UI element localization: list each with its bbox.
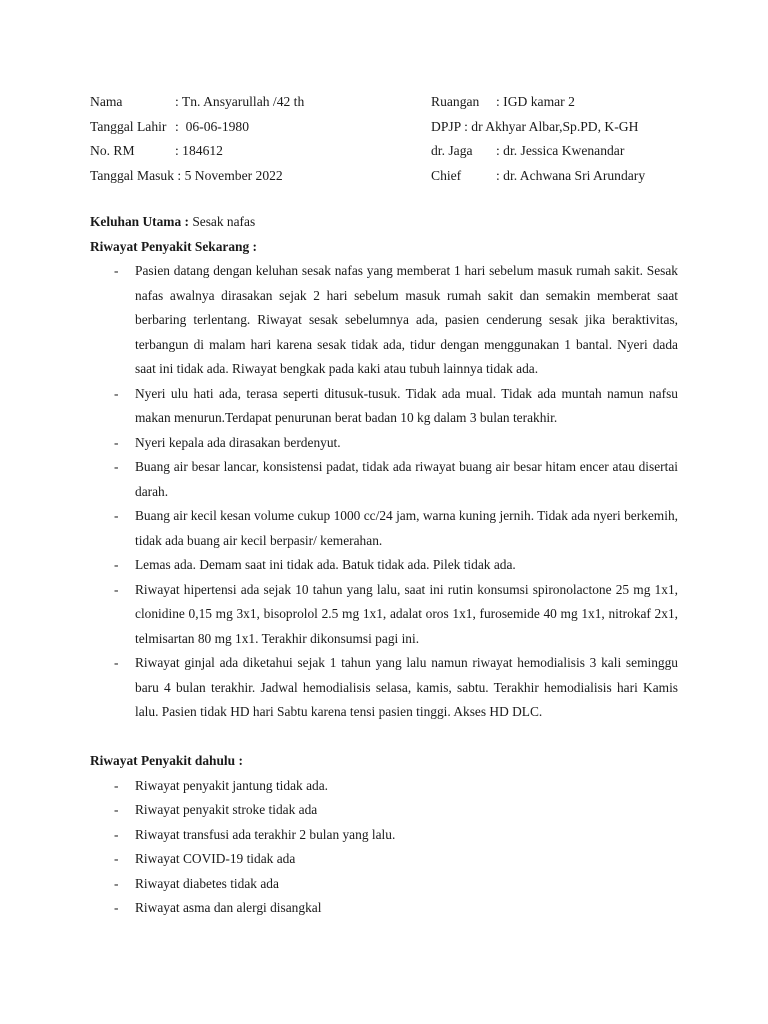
chief-row [431, 164, 751, 189]
rps-item: - Lemas ada. Demam saat ini tidak ada. Batuk tidak ada. Pilek tidak ada. [90, 553, 678, 578]
dr-jaga-row [431, 139, 751, 164]
chief-value: : dr. Achwana Sri Arundary [496, 167, 646, 183]
tanggal-masuk-value: Tanggal Masuk : 5 November 2022 [90, 167, 283, 183]
section-spacer [90, 725, 678, 750]
patient-info-right [431, 90, 751, 188]
rps-item: - Buang air kecil kesan volume cukup 1000 cc/24 jam, warna kuning jernih. Tidak ada nyeri berkemih, tidak ada buang air kecil berpasir/ kemerahan. [90, 504, 678, 553]
nama-label: Nama [90, 94, 123, 109]
patient-info-left [90, 90, 410, 188]
ruangan-label: Ruangan [431, 94, 480, 109]
rps-list [90, 259, 678, 725]
no-rm-value: : 184612 [175, 143, 223, 158]
rpd-item: - Riwayat penyakit jantung tidak ada. [90, 774, 678, 799]
keluhan-utama-value: Sesak nafas [192, 214, 256, 229]
rpd-list [90, 774, 678, 921]
nama-row [90, 90, 410, 115]
rpd-heading: Riwayat Penyakit dahulu : [90, 753, 243, 768]
rps-item: - Riwayat hipertensi ada sejak 10 tahun yang lalu, saat ini rutin konsumsi spironolactone 25 mg 1x1, clonidine 0,15 mg 3x1, bisoprolol 2.5 mg 1x1, adalat oros 1x1, furosemide 40 mg 1x1, nitrokaf 2x1, telmisartan 80 mg 1x1. Terakhir dikonsumsi pagi ini. [90, 578, 678, 652]
ruangan-value: : IGD kamar 2 [496, 94, 575, 109]
ruangan-row [431, 90, 751, 115]
tanggal-lahir-row [90, 115, 410, 140]
dpjp-row [431, 115, 751, 140]
keluhan-utama [90, 210, 678, 235]
rpd-item: - Riwayat transfusi ada terakhir 2 bulan yang lalu. [90, 823, 678, 848]
rps-item: - Pasien datang dengan keluhan sesak nafas yang memberat 1 hari sebelum masuk rumah sakit. Sesak nafas awalnya dirasakan sejak 2 hari sebelum masuk rumah sakit dan semakin memberat saat berbaring terlentang. Riwayat sesak sebelumnya ada, pasien cenderung sesak jika beraktivitas, terbangun di malam hari karena sesak tidak ada, tidur dengan menggunakan 1 bantal. Nyeri dada saat ini tidak ada. Riwayat bengkak pada kaki atau tubuh lainnya tidak ada. [90, 259, 678, 382]
rpd-item: - Riwayat COVID-19 tidak ada [90, 847, 678, 872]
tanggal-lahir-value: : 06-06-1980 [175, 118, 250, 134]
rpd-item: - Riwayat penyakit stroke tidak ada [90, 798, 678, 823]
rps-item: - Nyeri ulu hati ada, terasa seperti ditusuk-tusuk. Tidak ada mual. Tidak ada muntah namun nafsu makan menurun.Terdapat penurunan berat badan 10 kg dalam 3 bulan terakhir. [90, 382, 678, 431]
rpd-item: - Riwayat asma dan alergi disangkal [90, 896, 678, 921]
dr-jaga-label: dr. Jaga [431, 143, 473, 158]
chief-label: Chief [431, 167, 462, 183]
no-rm-row [90, 139, 410, 164]
rpd-item: - Riwayat diabetes tidak ada [90, 872, 678, 897]
rps-item: - Riwayat ginjal ada diketahui sejak 1 tahun yang lalu namun riwayat hemodialisis 3 kali seminggu baru 4 bulan terakhir. Jadwal hemodialisis selasa, kamis, sabtu. Terakhir hemodialisis hari Kamis lalu. Pasien tidak HD hari Sabtu karena tensi pasien tinggi. Akses HD DLC. [90, 651, 678, 725]
rps-heading: Riwayat Penyakit Sekarang : [90, 238, 258, 254]
tanggal-lahir-label: Tanggal Lahir [90, 118, 167, 134]
dr-jaga-value: : dr. Jessica Kwenandar [496, 143, 625, 158]
rps-item: - Buang air besar lancar, konsistensi padat, tidak ada riwayat buang air besar hitam encer atau disertai darah. [90, 455, 678, 504]
keluhan-utama-label: Keluhan Utama : [90, 214, 189, 229]
nama-value: : Tn. Ansyarullah /42 th [175, 94, 305, 109]
no-rm-label: No. RM [90, 143, 135, 158]
tanggal-masuk-row [90, 164, 410, 189]
dpjp-value: DPJP : dr Akhyar Albar,Sp.PD, K-GH [431, 118, 639, 134]
clinical-notes [90, 210, 678, 921]
rps-item: - Nyeri kepala ada dirasakan berdenyut. [90, 431, 678, 456]
